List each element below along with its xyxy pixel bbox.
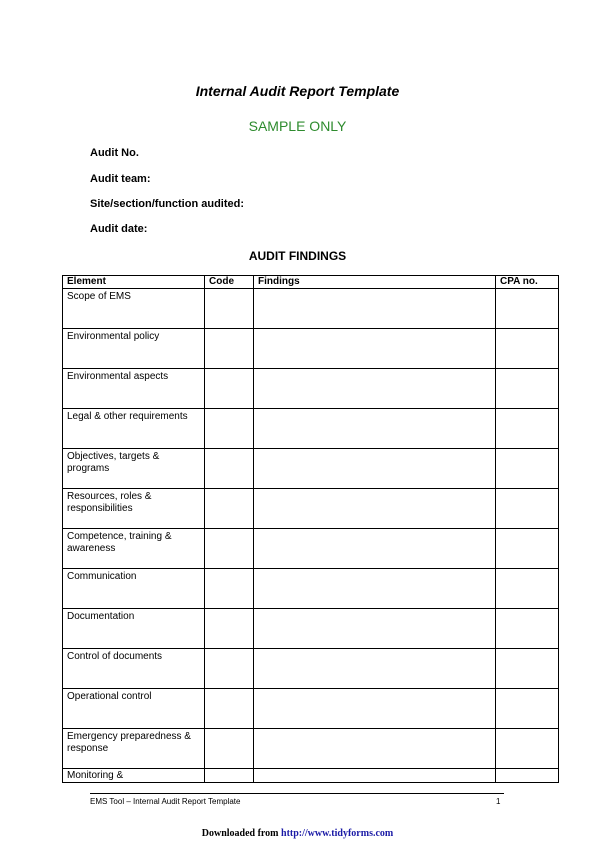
element-cell: Resources, roles & responsibilities <box>63 489 205 529</box>
table-row <box>63 769 559 783</box>
code-cell[interactable] <box>205 369 254 409</box>
findings-cell[interactable] <box>254 449 496 489</box>
code-cell[interactable] <box>205 289 254 329</box>
code-cell[interactable] <box>205 529 254 569</box>
cpa-cell[interactable] <box>496 489 559 529</box>
code-cell[interactable] <box>205 569 254 609</box>
code-cell[interactable] <box>205 729 254 769</box>
header-element: Element <box>63 276 205 289</box>
findings-cell[interactable] <box>254 769 496 783</box>
findings-cell[interactable] <box>254 369 496 409</box>
cpa-cell[interactable] <box>496 529 559 569</box>
audit-date-label: Audit date: <box>90 223 148 235</box>
element-cell: Legal & other requirements <box>63 409 205 449</box>
audit-team-label: Audit team: <box>90 173 151 185</box>
code-cell[interactable] <box>205 689 254 729</box>
element-cell: Documentation <box>63 609 205 649</box>
footer-divider <box>90 793 504 794</box>
document-title: Internal Audit Report Template <box>195 83 400 99</box>
cpa-cell[interactable] <box>496 329 559 369</box>
element-cell: Operational control <box>63 689 205 729</box>
element-cell: Competence, training & awareness <box>63 529 205 569</box>
findings-cell[interactable] <box>254 289 496 329</box>
cpa-cell[interactable] <box>496 769 559 783</box>
table-row <box>63 449 559 489</box>
table-row <box>63 729 559 769</box>
cpa-cell[interactable] <box>496 649 559 689</box>
element-cell: Environmental policy <box>63 329 205 369</box>
findings-cell[interactable] <box>254 729 496 769</box>
table-row <box>63 689 559 729</box>
table-row <box>63 409 559 449</box>
downloaded-from-line <box>0 828 595 839</box>
code-cell[interactable] <box>205 649 254 689</box>
table-row <box>63 289 559 329</box>
header-cpa-no: CPA no. <box>496 276 559 289</box>
findings-cell[interactable] <box>254 649 496 689</box>
element-cell: Monitoring & <box>63 769 205 783</box>
audit-findings-heading: AUDIT FINDINGS <box>248 249 347 263</box>
sample-watermark: SAMPLE ONLY <box>248 118 347 134</box>
site-audited-label: Site/section/function audited: <box>90 198 245 210</box>
code-cell[interactable] <box>205 769 254 783</box>
cpa-cell[interactable] <box>496 289 559 329</box>
audit-no-label: Audit No. <box>90 147 139 159</box>
findings-cell[interactable] <box>254 689 496 729</box>
findings-cell[interactable] <box>254 529 496 569</box>
table-row <box>63 329 559 369</box>
cpa-cell[interactable] <box>496 449 559 489</box>
table-row <box>63 489 559 529</box>
table-row <box>63 569 559 609</box>
code-cell[interactable] <box>205 329 254 369</box>
audit-findings-table <box>62 275 559 783</box>
header-code: Code <box>205 276 254 289</box>
element-cell: Scope of EMS <box>63 289 205 329</box>
cpa-cell[interactable] <box>496 569 559 609</box>
table-row <box>63 529 559 569</box>
findings-cell[interactable] <box>254 489 496 529</box>
findings-cell[interactable] <box>254 609 496 649</box>
cpa-cell[interactable] <box>496 609 559 649</box>
footer-page-number: 1 <box>496 797 501 806</box>
code-cell[interactable] <box>205 489 254 529</box>
table-row <box>63 369 559 409</box>
code-cell[interactable] <box>205 449 254 489</box>
element-cell: Emergency preparedness & response <box>63 729 205 769</box>
cpa-cell[interactable] <box>496 689 559 729</box>
table-row <box>63 609 559 649</box>
tidyforms-link[interactable]: http://www.tidyforms.com <box>281 828 394 839</box>
table-row <box>63 649 559 689</box>
downloaded-prefix: Downloaded from <box>201 828 279 839</box>
cpa-cell[interactable] <box>496 409 559 449</box>
cpa-cell[interactable] <box>496 369 559 409</box>
code-cell[interactable] <box>205 609 254 649</box>
findings-cell[interactable] <box>254 569 496 609</box>
findings-cell[interactable] <box>254 409 496 449</box>
header-findings: Findings <box>254 276 496 289</box>
element-cell: Communication <box>63 569 205 609</box>
footer-document-name: EMS Tool – Internal Audit Report Template <box>90 797 241 806</box>
element-cell: Environmental aspects <box>63 369 205 409</box>
element-cell: Control of documents <box>63 649 205 689</box>
cpa-cell[interactable] <box>496 729 559 769</box>
code-cell[interactable] <box>205 409 254 449</box>
findings-cell[interactable] <box>254 329 496 369</box>
table-header-row <box>63 276 559 289</box>
element-cell: Objectives, targets & programs <box>63 449 205 489</box>
